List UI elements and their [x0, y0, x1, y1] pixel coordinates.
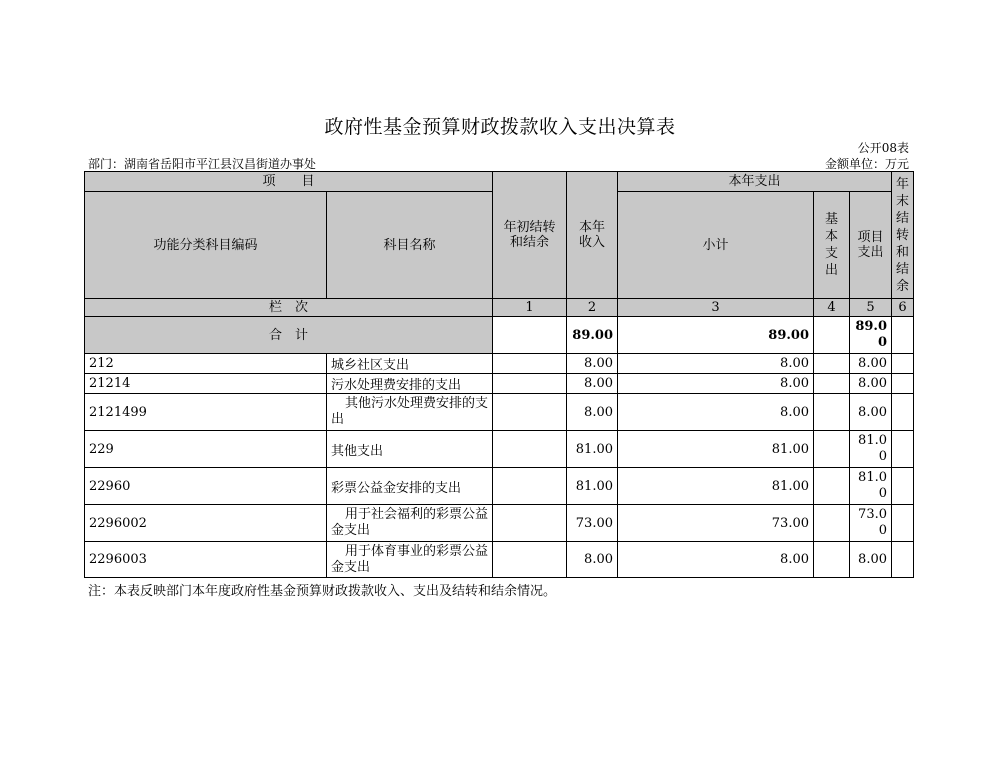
row-project: 81.00	[850, 468, 892, 505]
department-label: 部门：湖南省岳阳市平江县汉昌街道办事处	[88, 157, 317, 171]
row-closing	[892, 468, 914, 505]
row-income: 8.00	[567, 354, 618, 374]
header-project: 项目支出	[850, 192, 892, 299]
header-basic: 基本支出	[814, 192, 850, 299]
row-project: 73.00	[850, 505, 892, 542]
row-opening	[493, 542, 567, 578]
unit-label: 金额单位：万元	[824, 157, 909, 171]
row-opening	[493, 505, 567, 542]
row-closing	[892, 394, 914, 431]
row-subtotal: 8.00	[618, 542, 814, 578]
table-row	[85, 374, 914, 394]
row-basic	[814, 374, 850, 394]
row-name: 用于社会福利的彩票公益金支出	[327, 505, 493, 542]
row-code: 2121499	[85, 394, 327, 431]
column-number-2: 2	[567, 299, 618, 317]
header-opening: 年初结转和结余	[493, 172, 567, 299]
row-opening	[493, 394, 567, 431]
row-subtotal: 73.00	[618, 505, 814, 542]
column-number-5: 5	[850, 299, 892, 317]
row-subtotal: 8.00	[618, 354, 814, 374]
row-subtotal: 81.00	[618, 468, 814, 505]
row-project: 8.00	[850, 542, 892, 578]
row-subtotal: 81.00	[618, 431, 814, 468]
row-basic	[814, 431, 850, 468]
row-closing	[892, 431, 914, 468]
row-name: 其他支出	[327, 431, 493, 468]
row-name: 用于体育事业的彩票公益金支出	[327, 542, 493, 578]
row-basic	[814, 505, 850, 542]
table-code: 公开08表	[857, 141, 909, 155]
total-income: 89.00	[567, 317, 618, 354]
row-name: 污水处理费安排的支出	[327, 374, 493, 394]
column-number-4: 4	[814, 299, 850, 317]
budget-table	[84, 171, 914, 578]
column-number-label: 栏 次	[85, 299, 493, 317]
column-number-3: 3	[618, 299, 814, 317]
row-basic	[814, 354, 850, 374]
total-subtotal: 89.00	[618, 317, 814, 354]
row-closing	[892, 505, 914, 542]
header-expense-group: 本年支出	[618, 172, 892, 192]
header-subtotal: 小计	[618, 192, 814, 299]
row-income: 81.00	[567, 431, 618, 468]
row-name: 城乡社区支出	[327, 354, 493, 374]
row-income: 8.00	[567, 542, 618, 578]
column-number-6: 6	[892, 299, 914, 317]
total-opening	[493, 317, 567, 354]
header-name: 科目名称	[327, 192, 493, 299]
row-project: 81.00	[850, 431, 892, 468]
row-subtotal: 8.00	[618, 394, 814, 431]
row-opening	[493, 374, 567, 394]
row-code: 212	[85, 354, 327, 374]
row-code: 2296002	[85, 505, 327, 542]
row-income: 73.00	[567, 505, 618, 542]
table-row	[85, 542, 914, 578]
header-item: 项 目	[85, 172, 493, 192]
row-code: 22960	[85, 468, 327, 505]
row-opening	[493, 354, 567, 374]
row-basic	[814, 542, 850, 578]
total-basic	[814, 317, 850, 354]
row-closing	[892, 354, 914, 374]
row-code: 21214	[85, 374, 327, 394]
table-note: 注：本表反映部门本年度政府性基金预算财政拨款收入、支出及结转和结余情况。	[88, 584, 557, 599]
total-label: 合 计	[85, 317, 493, 354]
row-opening	[493, 468, 567, 505]
table-row	[85, 505, 914, 542]
row-basic	[814, 468, 850, 505]
total-project: 89.00	[850, 317, 892, 354]
row-code: 229	[85, 431, 327, 468]
header-income: 本年收入	[567, 172, 618, 299]
table-row	[85, 468, 914, 505]
row-project: 8.00	[850, 354, 892, 374]
row-project: 8.00	[850, 374, 892, 394]
row-income: 81.00	[567, 468, 618, 505]
row-name: 彩票公益金安排的支出	[327, 468, 493, 505]
row-name: 其他污水处理费安排的支出	[327, 394, 493, 431]
row-opening	[493, 431, 567, 468]
row-income: 8.00	[567, 374, 618, 394]
row-income: 8.00	[567, 394, 618, 431]
row-code: 2296003	[85, 542, 327, 578]
table-row	[85, 394, 914, 431]
row-subtotal: 8.00	[618, 374, 814, 394]
column-number-1: 1	[493, 299, 567, 317]
header-code: 功能分类科目编码	[85, 192, 327, 299]
total-closing	[892, 317, 914, 354]
row-closing	[892, 542, 914, 578]
header-closing: 年末结转和结余	[892, 172, 914, 299]
table-row	[85, 431, 914, 468]
table-row	[85, 354, 914, 374]
row-basic	[814, 394, 850, 431]
row-project: 8.00	[850, 394, 892, 431]
row-closing	[892, 374, 914, 394]
report-title: 政府性基金预算财政拨款收入支出决算表	[324, 116, 676, 138]
